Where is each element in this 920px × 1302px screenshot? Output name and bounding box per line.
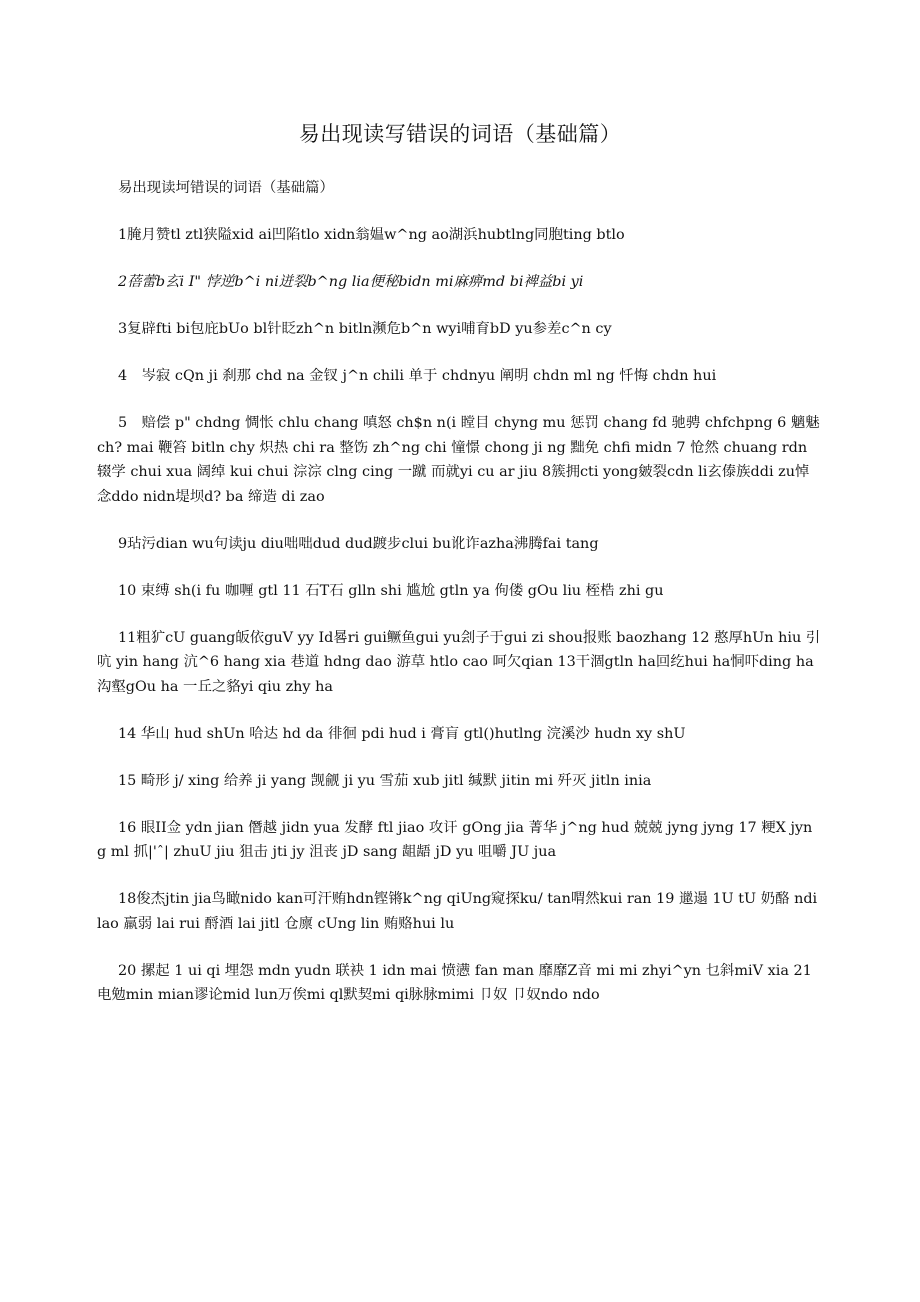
paragraph-1: 1腌月赞tl ztl狭隘xid ai凹陷tlo xidn翁媪w^ng ao湖浜hubtlng同胞ting btlo bbox=[118, 227, 625, 243]
paragraph-16-17: 16 眼II佥 ydn jian 僭越 jidn yua 发酵 ftl jiao 攻讦 gOng jia 菁华 j^ng hud 兢兢 jyng jyng 17 粳X jyng ml 抓|'ˆ| zhuU jiu 狙击 jti jy 沮丧 jD sang 龃龉 jD yu 咀嚼 JU jua bbox=[97, 819, 813, 860]
paragraph-9: 9玷污dian wu句读ju diu咄咄dud dud踱步clui bu讹诈azha沸腾fai tang bbox=[118, 535, 599, 552]
document-body bbox=[97, 176, 821, 1030]
paragraph-4: 4 岑寂 cQn ji 刹那 chd na 金钗 j^n chili 单于 chdnyu 阐明 chdn ml ng 忏悔 chdn hui bbox=[118, 368, 717, 384]
paragraph-5-8: 5 赔偿 p" chdng 惆怅 chlu chang 嗔怒 ch$n n(i 瞠目 chyng mu 惩罚 chang fd 驰骋 chfchpng 6 魑魅 ch? mai 鞭笞 bitln chy 炽热 chi ra 整饬 zh^ng chi 憧憬 chong ji ng 黜免 chfi midn 7 怆然 chuang rdn 辍学 chui xua 阔绰 kui chui 淙淙 clng cing 一蹴 而就yi cu ar jiu 8簇拥cti yong皴裂cdn li玄傣族ddi zu悼念ddo nidn堤坝d? ba 缔造 di zao bbox=[97, 415, 820, 505]
paragraph-3: 3复辟fti bi包庇bUo bl针眨zh^n bitln濒危b^n wyi哺育bD yu参差c^n cy bbox=[118, 321, 612, 337]
paragraph-15: 15 畸形 j/ xing 给养 ji yang 觊觎 ji yu 雪茄 xub jitl 缄默 jitin mi 歼灭 jitln inia bbox=[118, 772, 652, 789]
paragraph-18-19: 18俊杰jtin jia鸟瞰nido kan可汗贿hdn铿锵k^ng qiUng窥探ku/ tan喟然kui ran 19 邋遢 1U tU 奶酪 ndi lao 羸弱 lai rui 酹酒 lai jitl 仓廪 cUng lin 贿赂hui lu bbox=[97, 891, 818, 932]
paragraph-11-13: 11粗犷cU guang皈依guV yy Id晷ri gui鳜鱼gui yu刽子于gui zi shou报账 baozhang 12 憨厚hUn hiu 引吭 yin hang 沆^6 hang xia 巷道 hdng dao 游草 htlo cao 呵欠qian 13干涸gtln ha回纥hui ha恫吓ding ha沟壑gOu ha 一丘之貉yi qiu zhy ha bbox=[97, 629, 821, 695]
paragraph-14: 14 华山 hud shUn 哈达 hd da 徘徊 pdi hud i 膏肓 gtl()hutlng 浣溪沙 hudn xy shU bbox=[118, 725, 686, 742]
paragraph-20-21: 20 摞起 1 ui qi 埋怨 mdn yudn 联袂 1 idn mai 愤懑 fan man 靡靡Z音 mi mi zhyi^yn 乜斜miV xia 21电勉min mian谬论mid lun万俟mi ql默契mi qi脉脉mimi 卩奴 卩奴ndo ndo bbox=[97, 962, 812, 1003]
paragraph-10: 10 束缚 sh(i fu 咖喱 gtl 11 石T石 glln shi 尴尬 gtln ya 佝偻 gOu liu 桎梏 zhi gu bbox=[118, 582, 664, 599]
document-title: 易出现读写错误的词语（基础篇） bbox=[298, 122, 622, 146]
paragraph-2: 2蓓蕾b玄i I" 悖逆b^i ni迸裂b^ng lia便秘bidn mi麻痹md bi裨益bi yi bbox=[118, 274, 584, 290]
subtitle-paragraph: 易出现读坷错误的词语（基础篇） bbox=[118, 180, 334, 196]
